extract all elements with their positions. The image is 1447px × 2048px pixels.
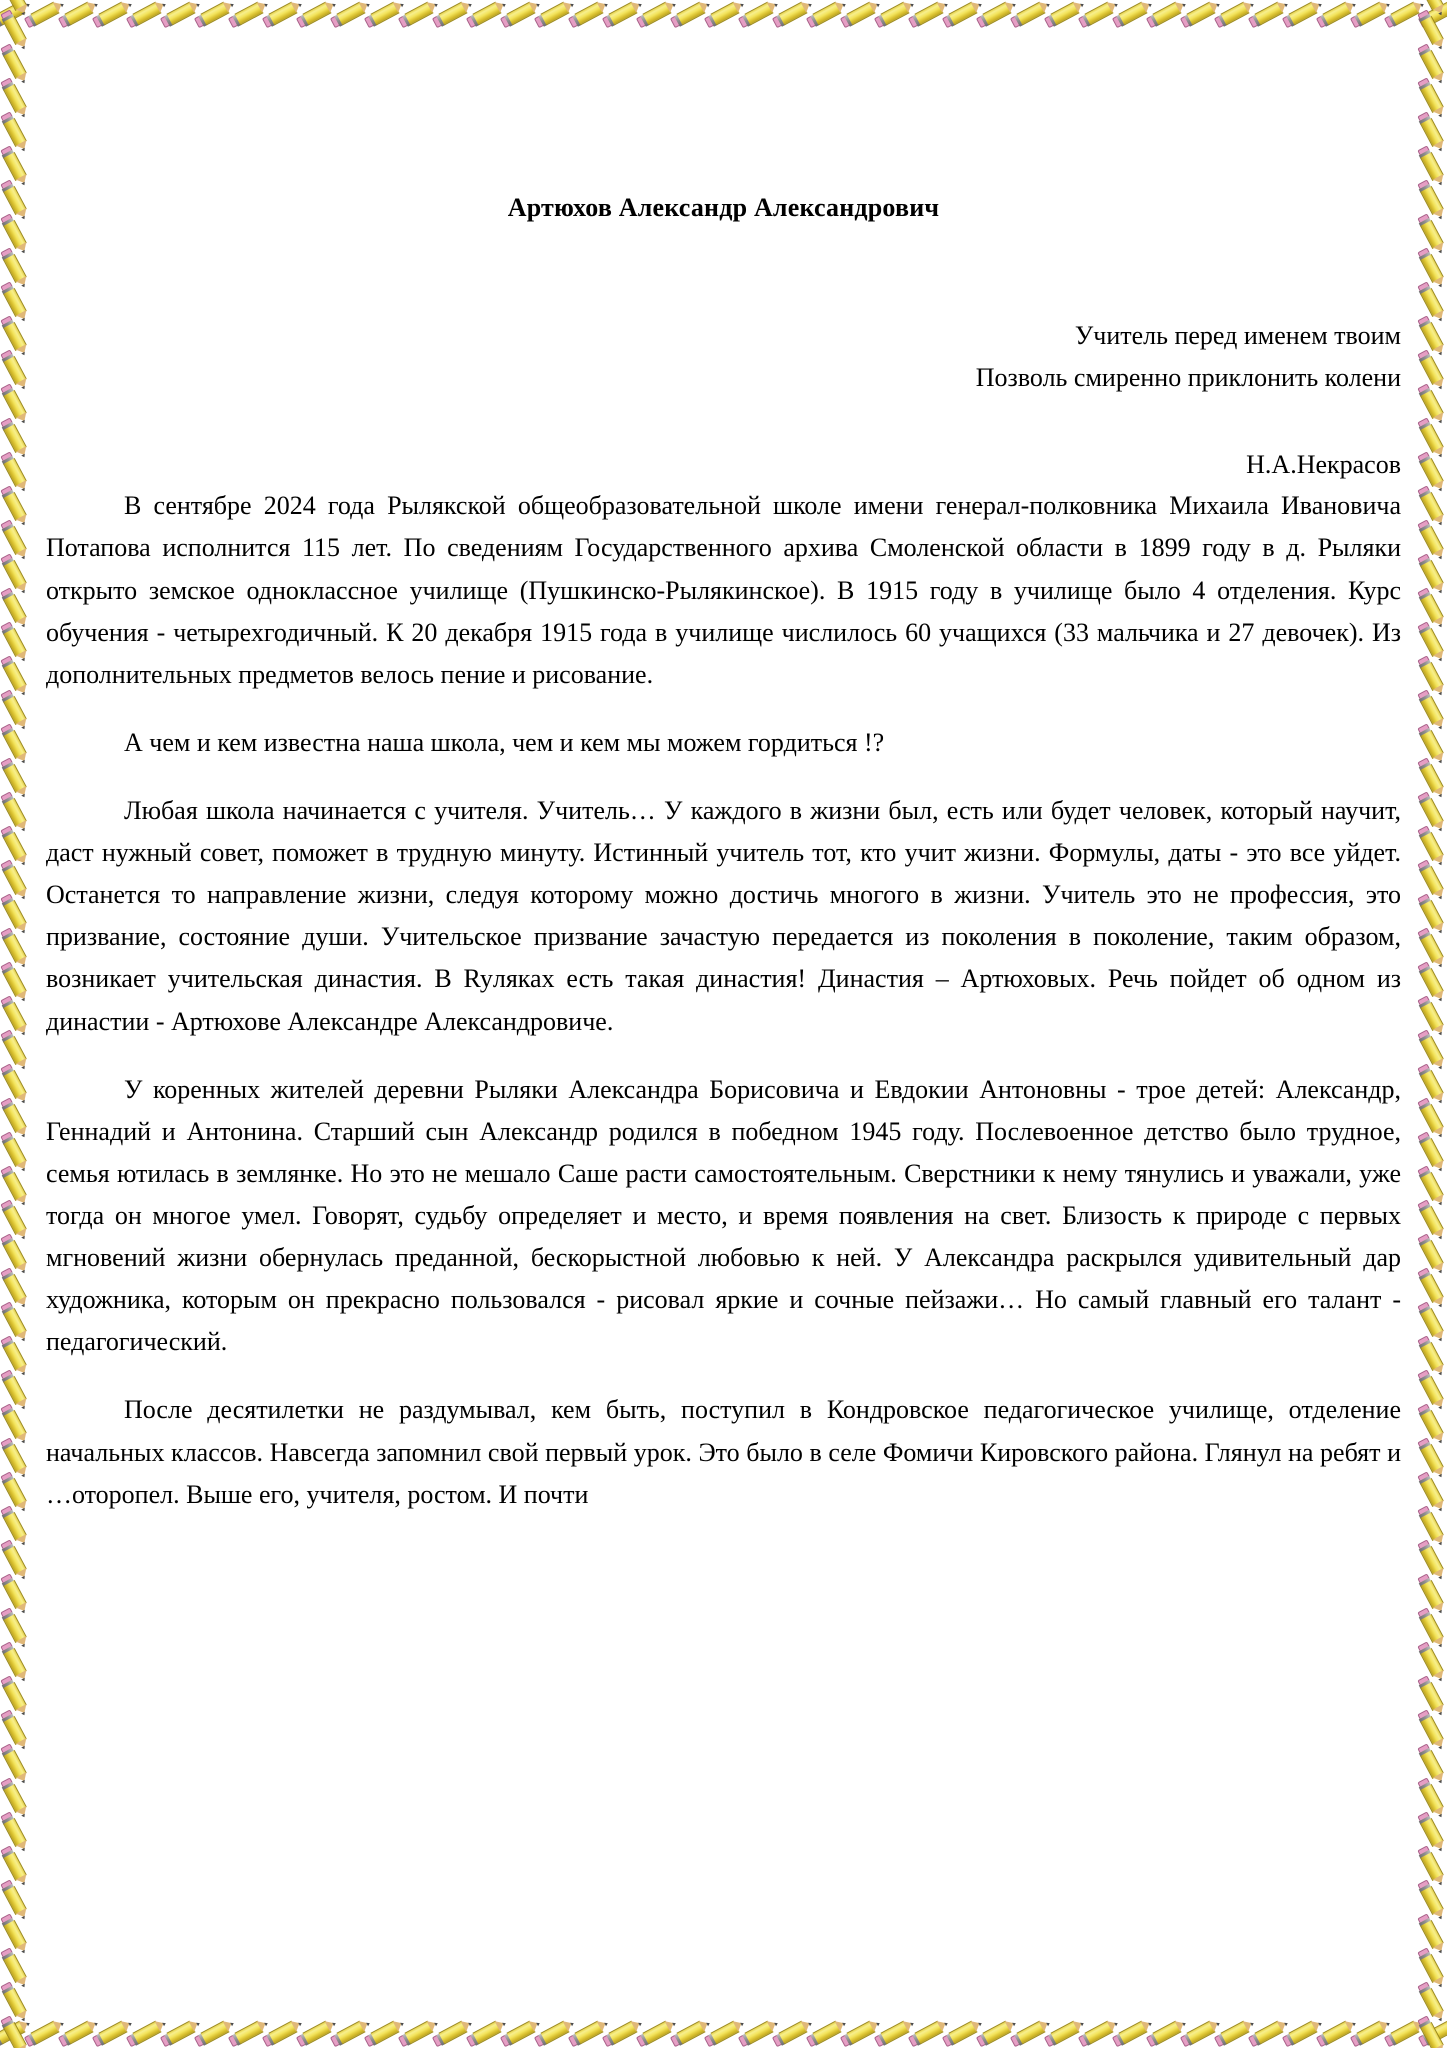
paragraph-5: После десятилетки не раздумывал, кем быть, поступил в Кондровское педагогическое училище, отделение начальных классов. Навсегда запомнил свой первый урок. Это было в селе Фомичи Кировского района. Глянул на ребят и …оторопел. Выше его, учителя, ростом. И почти (46, 1395, 1401, 1509)
document-content (46, 188, 1401, 1516)
epigraph-line-1: Учитель перед именем твоим (1074, 320, 1401, 350)
page-title: Артюхов Александр Александрович (507, 193, 940, 222)
epigraph (46, 315, 1401, 399)
paragraph-2: А чем и кем известна наша школа, чем и кем мы можем гордиться !? (124, 727, 885, 757)
epigraph-line-2: Позволь смиренно приклонить колени (975, 362, 1401, 392)
epigraph-author: Н.А.Некрасов (1246, 449, 1401, 479)
paragraph-4: У коренных жителей деревни Рыляки Александра Борисовича и Евдокии Антоновны - трое детей: Александр, Геннадий и Антонина. Старший сын Александр родился в победном 1945 году. Послевоенное детство было трудное, семья ютилась в землянке. Но это не мешало Саше расти самостоятельным. Сверстники к нему тянулись и уважали, уже тогда он многое умел. Говорят, судьбу определяет и место, и время появления на свет. Близость к природе с первых мгновений жизни обернулась преданной, бескорыстной любовью к ней. У Александра раскрылся удивительный дар художника, которым он прекрасно пользовался - рисовал яркие и сочные пейзажи… Но самый главный его талант - педагогический. (46, 1074, 1401, 1357)
paragraph-1: В сентябре 2024 года Рылякской общеобразовательной школе имени генерал-полковника Михаила Ивановича Потапова исполнится 115 лет. По сведениям Государственного архива Смоленской области в 1899 году в д. Рыляки открыто земское одноклассное училище (Пушкинско-Рылякинское). В 1915 году в училище было 4 отделения. Курс обучения - четырехгодичный. К 20 декабря 1915 года в училище числилось 60 учащихся (33 мальчика и 27 девочек). Из дополнительных предметов велось пение и рисование. (46, 491, 1401, 689)
paragraph-3: Любая школа начинается с учителя. Учитель… У каждого в жизни был, есть или будет человек, который научит, даст нужный совет, поможет в трудную минуту. Истинный учитель тот, кто учит жизни. Формулы, даты - это все уйдет. Останется то направление жизни, следуя которому можно достичь многого в жизни. Учитель это не профессия, это призвание, состояние души. Учительское призвание зачастую передается из поколения в поколение, таким образом, возникает учительская династия. В Ryляках есть такая династия! Династия – Артюховых. Речь пойдет об одном из династии - Артюхове Александре Александровиче. (46, 795, 1401, 1036)
